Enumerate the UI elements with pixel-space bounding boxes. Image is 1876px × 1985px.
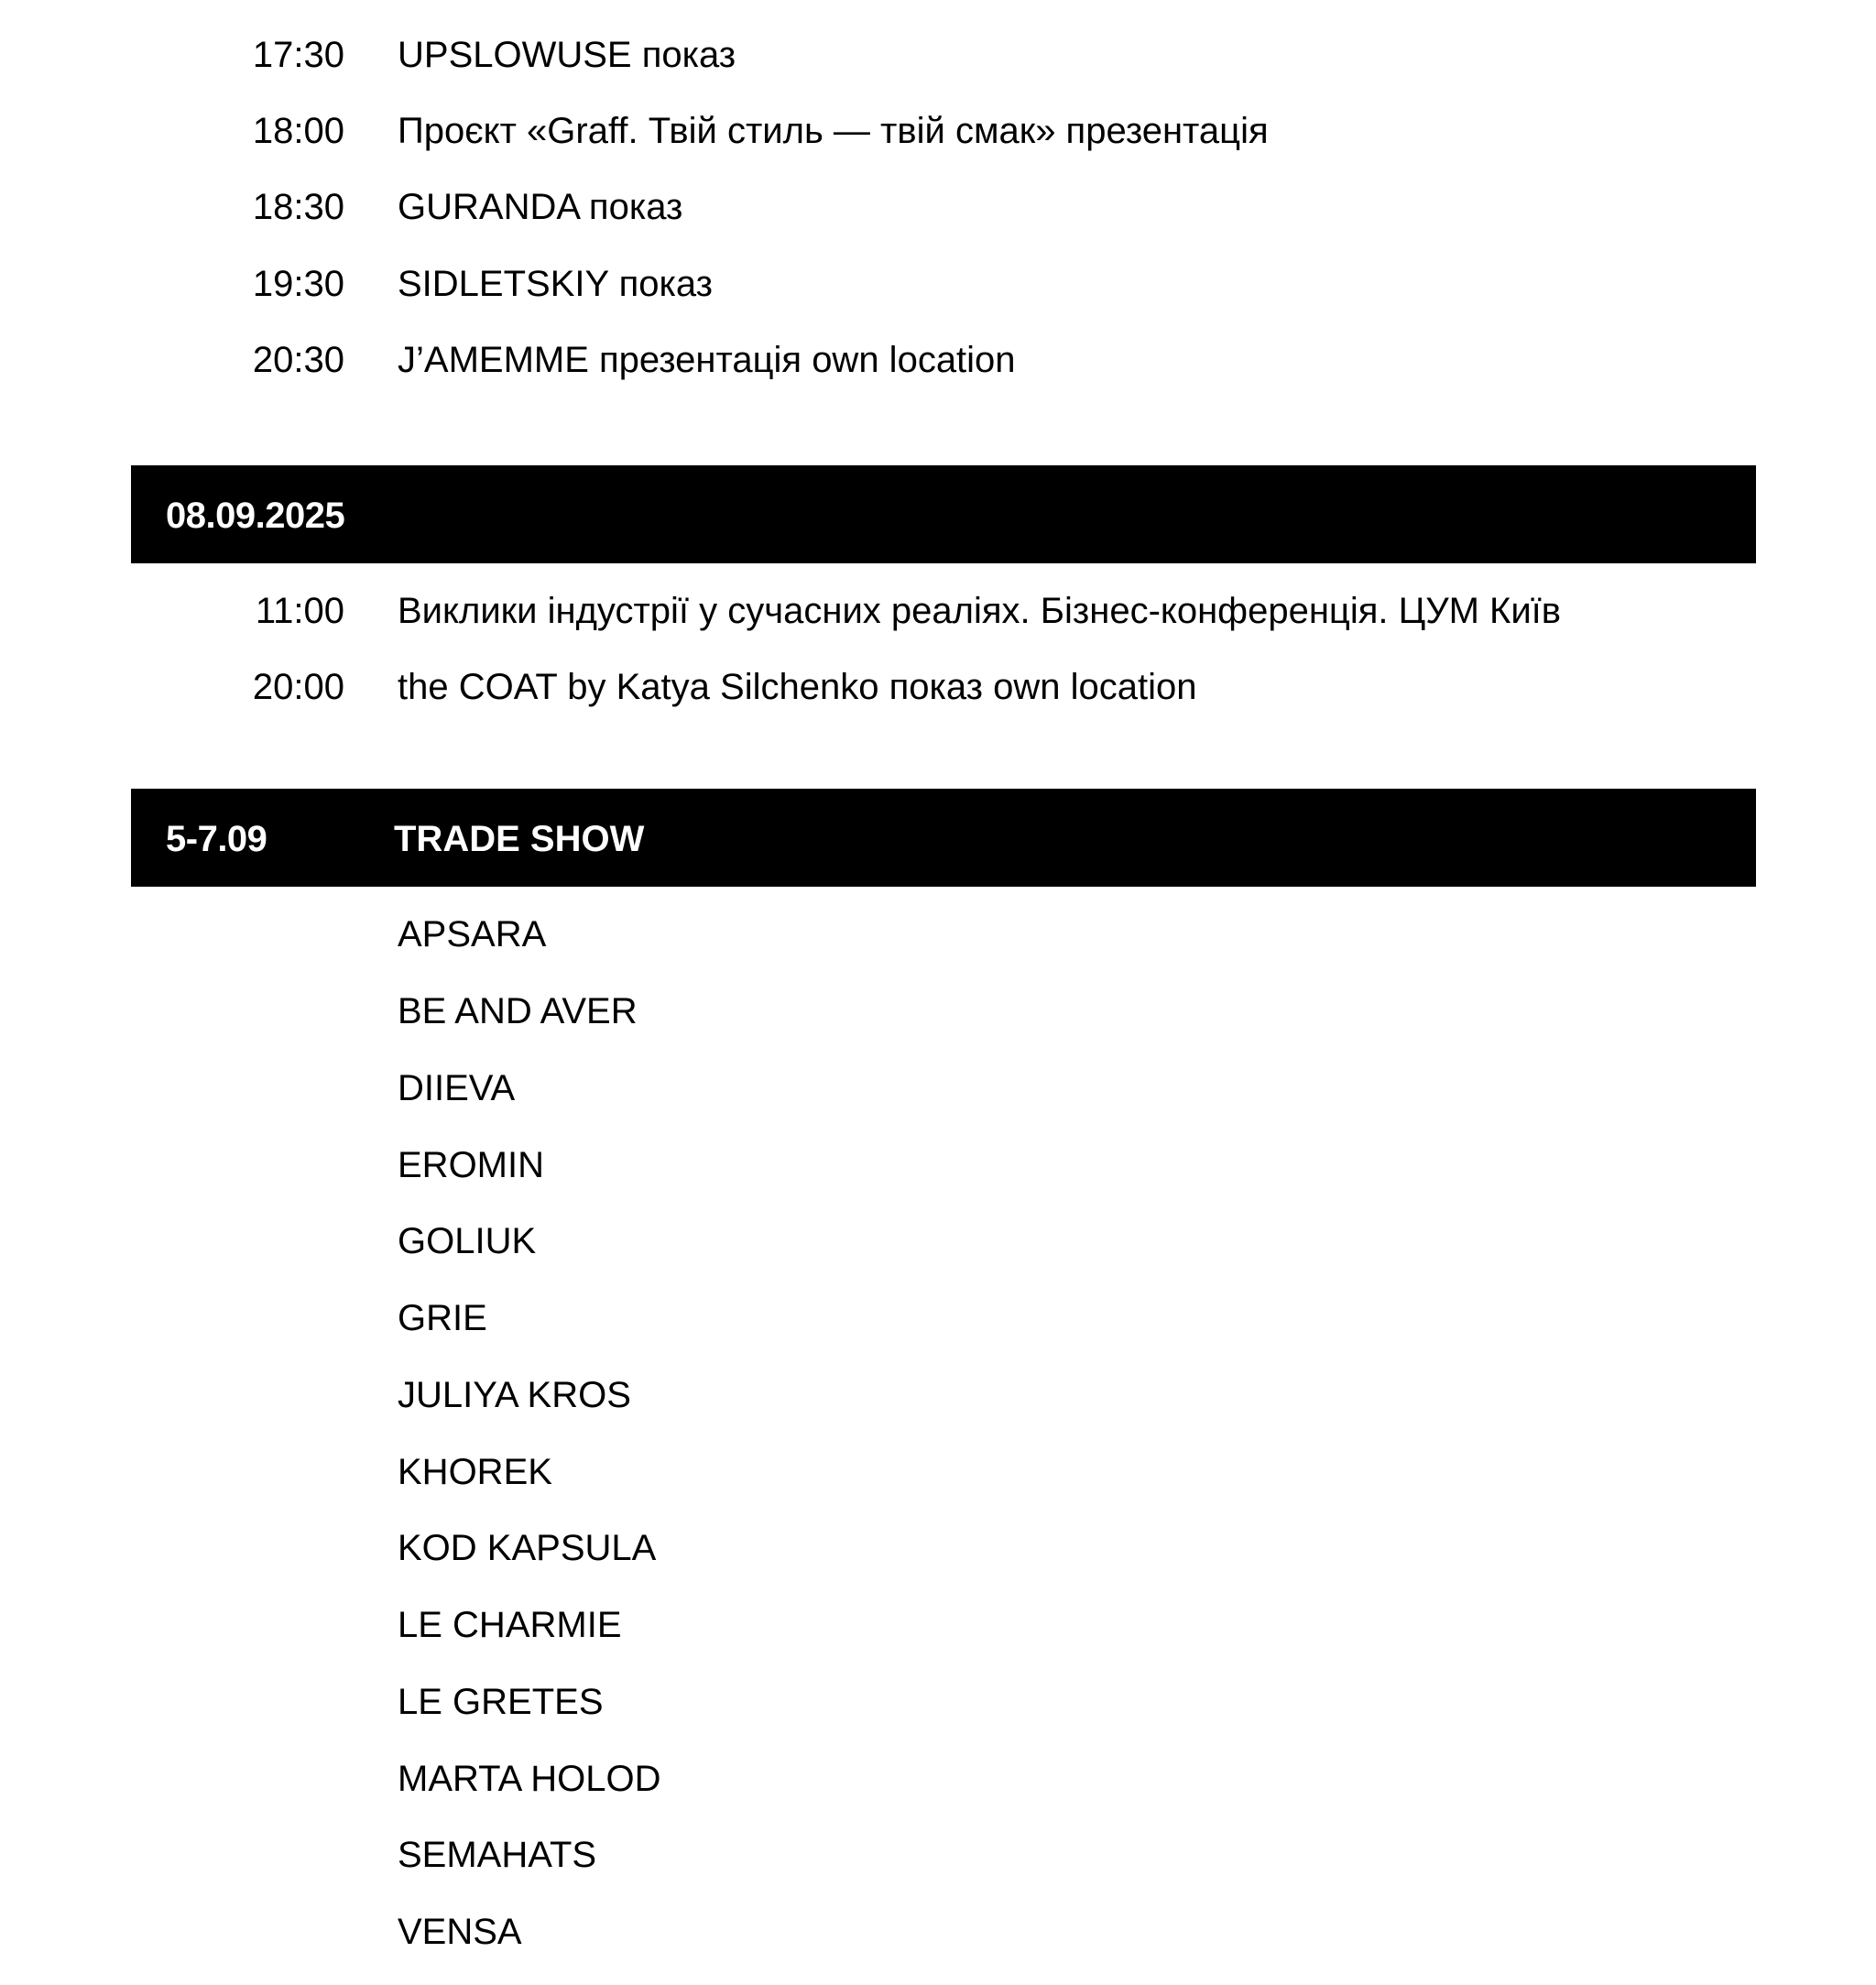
event-time: 18:00 <box>252 111 344 151</box>
event-title: the COAT by Katya Silchenko показ own location <box>398 667 1197 707</box>
brand-list-item: BE AND AVER <box>398 991 638 1031</box>
brand-list-item: GRIE <box>398 1298 487 1338</box>
trade-show-label: TRADE SHOW <box>394 819 645 859</box>
brand-list-item: MARTA HOLOD <box>398 1759 661 1799</box>
brand-list-item: SEMAHATS <box>398 1835 597 1875</box>
event-time: 18:30 <box>252 187 344 227</box>
brand-list-item: DIIEVA <box>398 1068 516 1108</box>
date-header-bar <box>131 465 1756 563</box>
event-time: 19:30 <box>252 264 344 304</box>
schedule-row <box>0 18 1876 94</box>
event-time: 11:00 <box>255 591 344 631</box>
brand-list-item: VENSA <box>398 1912 522 1952</box>
brand-list-item: KHOREK <box>398 1452 552 1492</box>
schedule-row <box>0 247 1876 323</box>
event-time: 20:00 <box>252 667 344 707</box>
brand-list-item: LE GRETES <box>398 1682 604 1722</box>
event-time: 17:30 <box>252 35 344 75</box>
brand-list-item: LE CHARMIE <box>398 1605 622 1645</box>
schedule-row <box>0 323 1876 399</box>
event-title: UPSLOWUSE показ <box>398 35 736 75</box>
event-title: Виклики індустрії у сучасних реаліях. Бізнес-конференція. ЦУМ Київ <box>398 591 1562 631</box>
event-title: SIDLETSKIY показ <box>398 264 714 304</box>
event-title: GURANDA показ <box>398 187 683 227</box>
event-title: Проєкт «Graff. Твій стиль — твій смак» презентація <box>398 111 1269 151</box>
brand-list-item: KOD KAPSULA <box>398 1528 657 1568</box>
schedule-row <box>0 574 1876 650</box>
trade-show-dates: 5-7.09 <box>166 819 267 859</box>
schedule-row <box>0 170 1876 246</box>
brand-list-item: JULIYA KROS <box>398 1375 631 1415</box>
brand-list-item: EROMIN <box>398 1145 544 1185</box>
brand-list-item: GOLIUK <box>398 1221 537 1261</box>
brand-list-item: APSARA <box>398 914 547 954</box>
date-heading: 08.09.2025 <box>166 496 345 536</box>
trade-show-header-bar <box>131 789 1756 887</box>
event-title: J’AMEMME презентація own location <box>398 340 1016 380</box>
schedule-row <box>0 94 1876 170</box>
event-time: 20:30 <box>252 340 344 380</box>
schedule-row <box>0 650 1876 726</box>
